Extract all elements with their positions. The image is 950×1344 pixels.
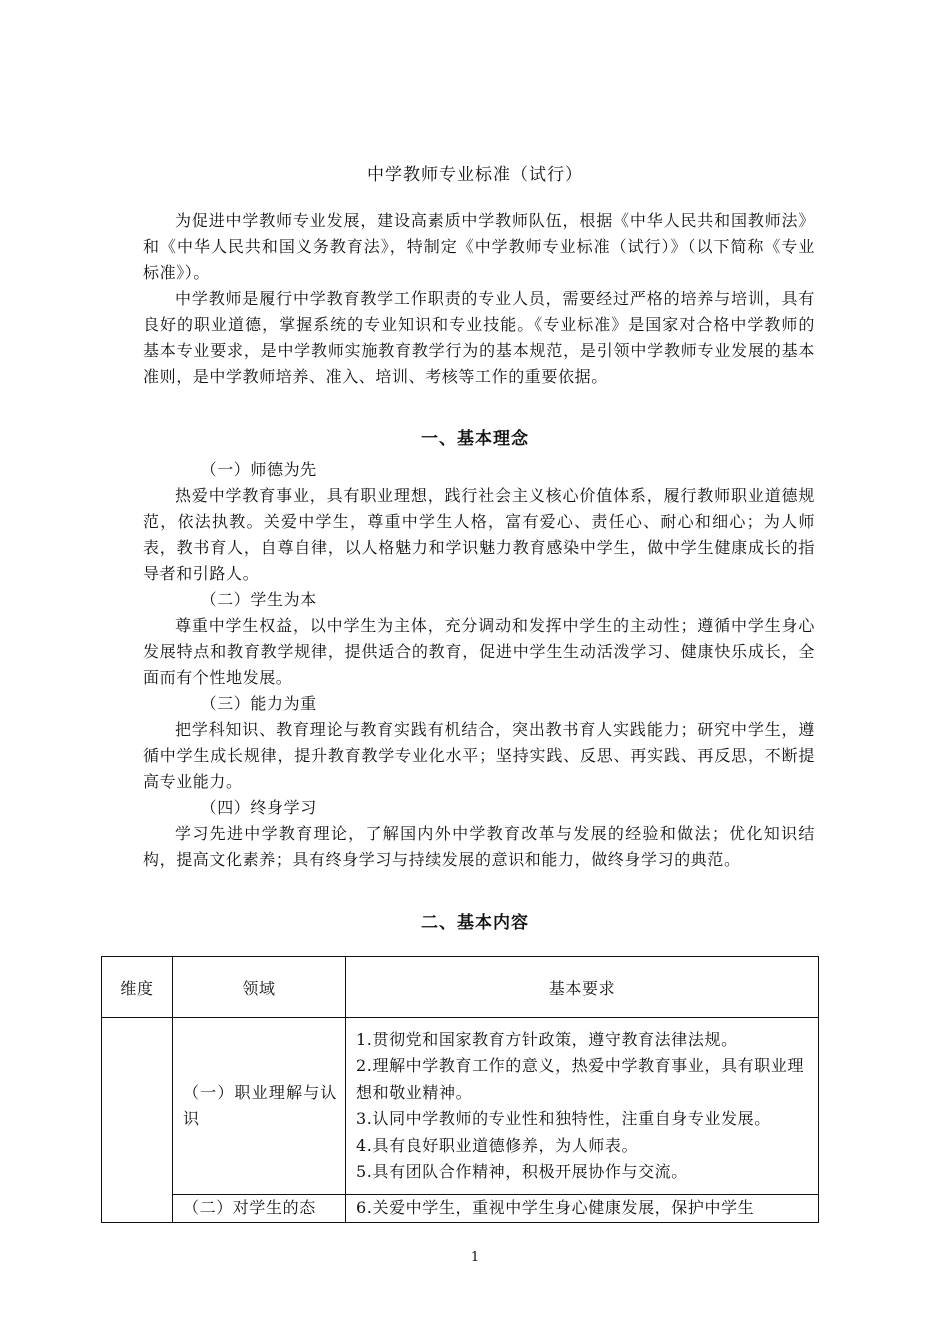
requirement-item: 2.理解中学教育工作的意义，热爱中学教育事业，具有职业理想和敬业精神。: [356, 1056, 805, 1102]
principle-heading: （四）终身学习: [200, 798, 317, 817]
principle-heading: （一）师德为先: [200, 460, 317, 479]
principle-heading: （二）学生为本: [200, 590, 317, 609]
domain-cell: （二）对学生的态: [173, 1195, 346, 1223]
requirement-item: 5.具有团队合作精神，积极开展协作与交流。: [356, 1162, 688, 1181]
section-heading-basic-content: 二、基本内容: [421, 913, 529, 933]
intro-paragraph: 为促进中学教师专业发展，建设高素质中学教师队伍，根据《中华人民共和国教师法》和《中华人民共和国义务教育法》，特制定《中学教师专业标准（试行）》（以下简称《专业标准》）。: [143, 211, 815, 282]
standards-table: [101, 956, 819, 1223]
requirement-item: 4.具有良好职业道德修养，为人师表。: [356, 1135, 639, 1155]
section-heading-basic-concepts: 一、基本理念: [421, 429, 529, 449]
intro-section: [143, 208, 815, 390]
principle-text: 学习先进中学教育理论，了解国内外中学教育改革与发展的经验和做法；优化知识结构，提高文化素养；具有终身学习与持续发展的意识和能力，做终身学习的典范。: [143, 824, 815, 869]
principle-heading: （三）能力为重: [200, 694, 317, 713]
requirement-item: 6.关爱中学生，重视中学生身心健康发展，保护中学生: [356, 1198, 755, 1217]
table-row: [102, 1195, 819, 1223]
requirement-item: 3.认同中学教师的专业性和独特性，注重自身专业发展。: [356, 1109, 771, 1128]
page-title: 中学教师专业标准（试行）: [367, 165, 583, 185]
domain-cell: （一）职业理解与认识: [173, 1018, 346, 1195]
header-requirements: 基本要求: [346, 957, 819, 1018]
principle-text: 尊重中学生权益，以中学生为主体，充分调动和发挥中学生的主动性；遵循中学生身心发展特点和教育教学规律，提供适合的教育，促进中学生生动活泼学习、健康快乐成长，全面而有个性地发展。: [143, 616, 815, 687]
table-row: [102, 1018, 819, 1195]
dimension-cell: [102, 1018, 173, 1223]
header-dimension: 维度: [102, 957, 173, 1018]
requirement-item: 1.贯彻党和国家教育方针政策，遵守教育法律法规。: [356, 1029, 738, 1049]
principles-section: [143, 457, 815, 873]
page-number: 1: [470, 1250, 480, 1265]
intro-paragraph: 中学教师是履行中学教育教学工作职责的专业人员，需要经过严格的培养与培训，具有良好的职业道德，掌握系统的专业知识和专业技能。《专业标准》是国家对合格中学教师的基本专业要求，是中学教师实施教育教学行为的基本规范，是引领中学教师专业发展的基本准则，是中学教师培养、准入、培训、考核等工作的重要依据。: [143, 289, 815, 386]
header-domain: 领域: [173, 957, 346, 1018]
table-header-row: [102, 957, 819, 1018]
principle-text: 把学科知识、教育理论与教育实践有机结合，突出教书育人实践能力；研究中学生，遵循中学生成长规律，提升教育教学专业化水平；坚持实践、反思、再实践、再反思，不断提高专业能力。: [143, 720, 815, 791]
requirements-cell: [346, 1018, 819, 1195]
principle-text: 热爱中学教育事业，具有职业理想，践行社会主义核心价值体系，履行教师职业道德规范，依法执教。关爱中学生，尊重中学生人格，富有爱心、责任心、耐心和细心；为人师表，教书育人，自尊自律，以人格魅力和学识魅力教育感染中学生，做中学生健康成长的指导者和引路人。: [143, 486, 815, 583]
requirements-cell: [346, 1195, 819, 1223]
